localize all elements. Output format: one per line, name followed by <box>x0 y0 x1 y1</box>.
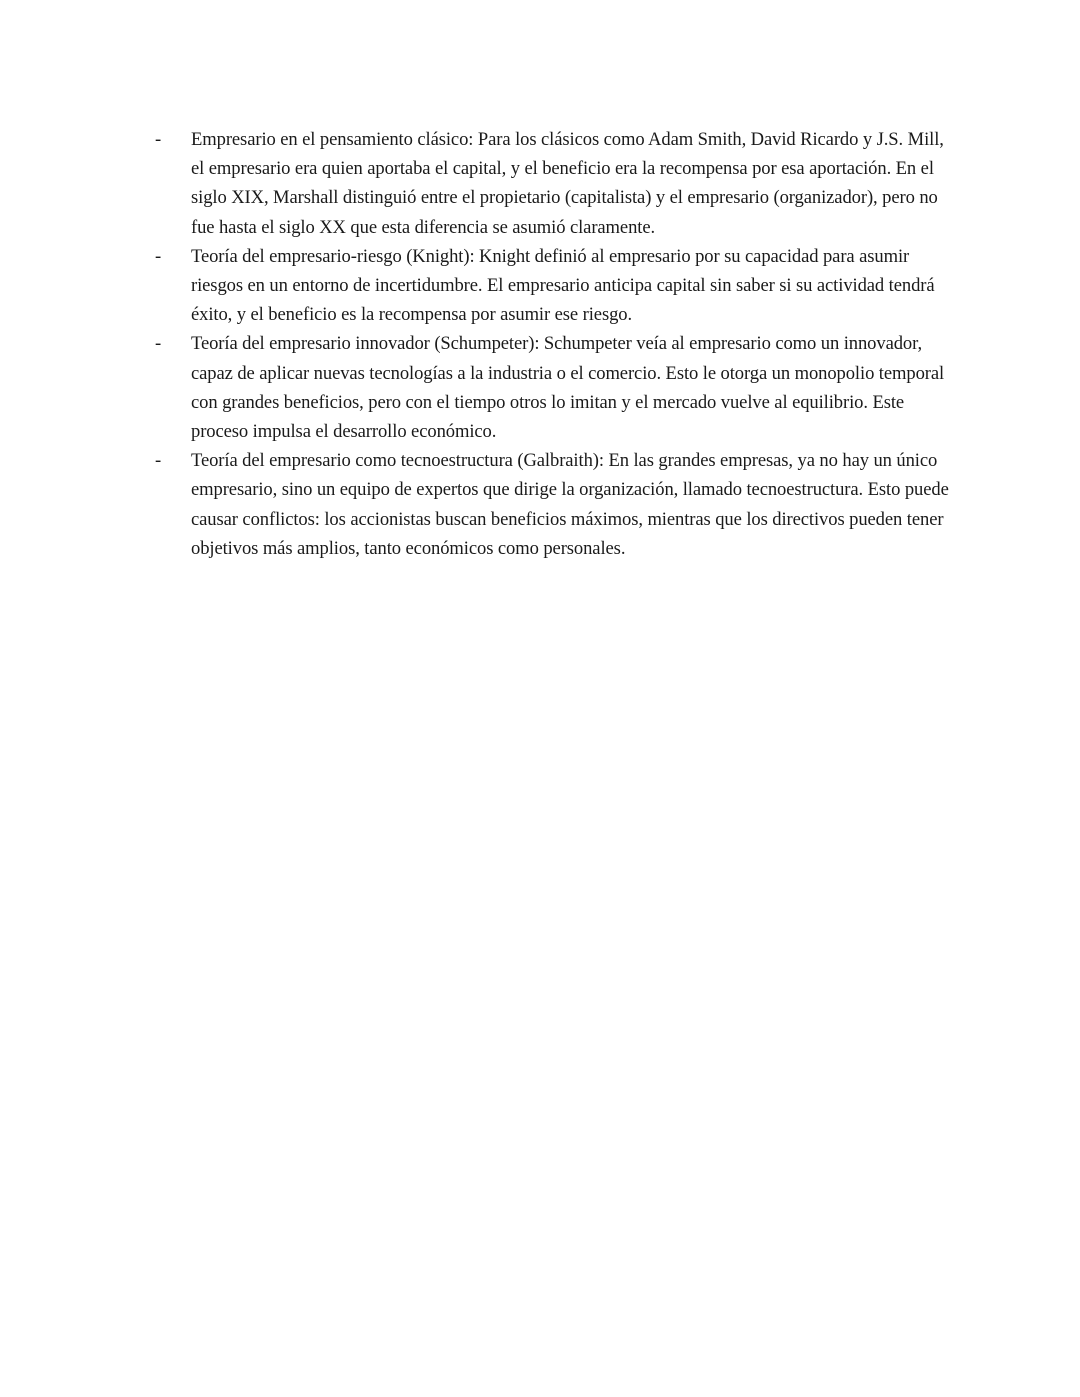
list-item <box>155 446 955 563</box>
dash-bullet-icon: - <box>155 245 162 267</box>
bullet-list <box>155 125 955 563</box>
list-item <box>155 329 955 446</box>
list-item-text: Teoría del empresario como tecnoestructura (Galbraith): En las grandes empresas, ya no hay un único empresario, sino un equipo de expertos que dirige la organización, llamado tecnoestructura. Esto puede causar conflictos: los accionistas buscan beneficios máximos, mientras que los directivos pueden tener objetivos más amplios, tanto económicos como personales. <box>191 450 949 559</box>
list-item <box>155 125 955 242</box>
list-item-text: Teoría del empresario innovador (Schumpeter): Schumpeter veía al empresario como un innovador, capaz de aplicar nuevas tecnologías a la industria o el comercio. Esto le otorga un monopolio temporal con grandes beneficios, pero con el tiempo otros lo imitan y el mercado vuelve al equilibrio. Este proceso impulsa el desarrollo económico. <box>191 333 945 443</box>
dash-bullet-icon: - <box>155 450 162 472</box>
dash-bullet-icon: - <box>155 129 162 150</box>
dash-bullet-icon: - <box>155 333 162 355</box>
list-item <box>155 242 955 330</box>
list-item-text: Teoría del empresario-riesgo (Knight): Knight definió al empresario por su capacidad para asumir riesgos en un entorno de incertidumbre. El empresario anticipa capital sin saber si su actividad tendrá éxito, y el beneficio es la recompensa por asumir ese riesgo. <box>191 245 935 326</box>
list-item-text: Empresario en el pensamiento clásico: Para los clásicos como Adam Smith, David Ricardo y J.S. Mill, el empresario era quien aportaba el capital, y el beneficio era la recompensa por esa aportación. En el siglo XIX, Marshall distinguió entre el propietario (capitalista) y el empresario (organizador), pero no fue hasta el siglo XX que esta diferencia se asumió claramente. <box>191 129 944 238</box>
